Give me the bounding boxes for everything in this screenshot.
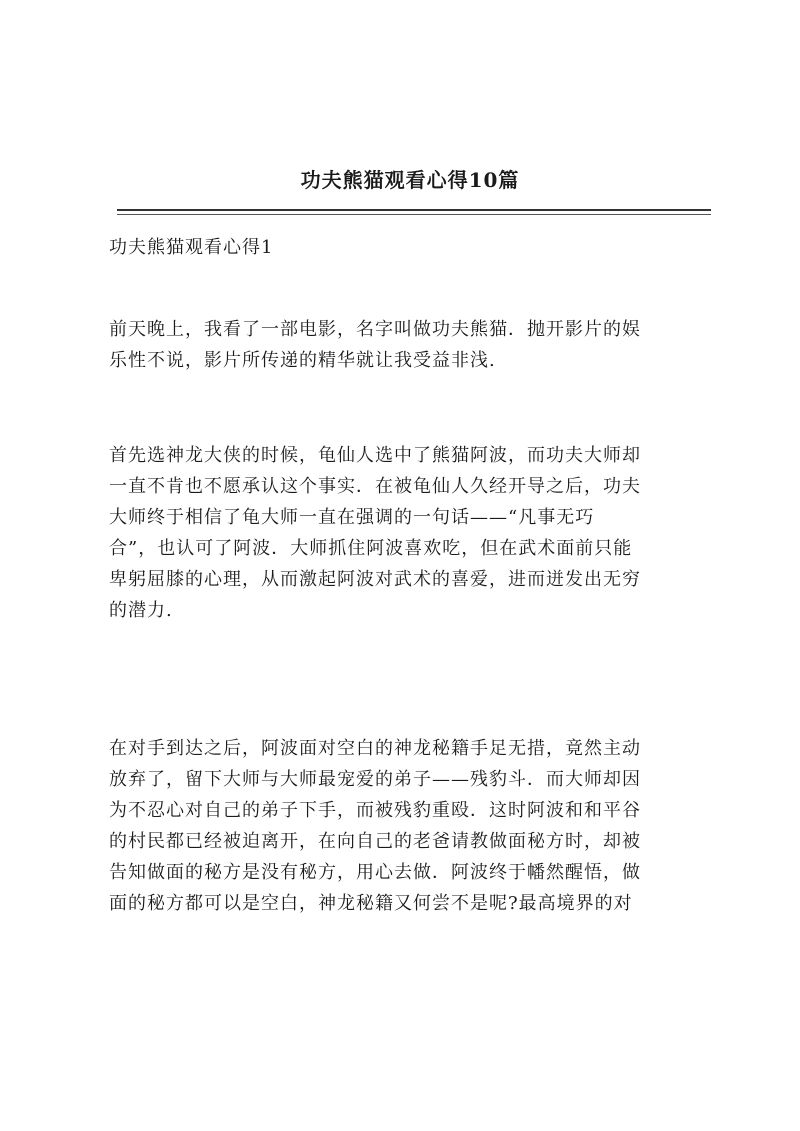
section-heading: 功夫熊猫观看心得1 [109, 237, 274, 258]
paragraph-line: 的潜力. [109, 600, 173, 621]
title-divider-thin [117, 214, 711, 215]
paragraph-line: 卑躬屈膝的心理，从而激起阿波对武术的喜爱，进而迸发出无穷 [109, 569, 641, 590]
paragraph-2 [109, 440, 717, 626]
paragraph-line: 一直不肯也不愿承认这个事实．在被龟仙人久经开导之后，功夫 [109, 476, 641, 497]
paragraph-line: 乐性不说，影片所传递的精华就让我受益非浅. [109, 350, 496, 371]
paragraph-line: 的村民都已经被迫离开，在向自己的老爸请教做面秘方时，却被 [109, 831, 641, 852]
paragraph-line: 放弃了，留下大师与大师最宠爱的弟子——残豹斗．而大师却因 [109, 769, 641, 790]
paragraph-line: 告知做面的秘方是没有秘方，用心去做．阿波终于幡然醒悟，做 [109, 862, 641, 883]
paragraph-1 [109, 314, 717, 376]
paragraph-line: 合”，也认可了阿波．大师抓住阿波喜欢吃，但在武术面前只能 [109, 538, 633, 559]
paragraph-line: 面的秘方都可以是空白，神龙秘籍又何尝不是呢?最高境界的对 [109, 893, 633, 914]
paragraph-line: 大师终于相信了龟大师一直在强调的一句话——“凡事无巧 [109, 507, 595, 528]
paragraph-line: 首先选神龙大侠的时候，龟仙人选中了熊猫阿波，而功夫大师却 [109, 445, 641, 466]
document-title: 功夫熊猫观看心得10篇 [300, 168, 520, 192]
paragraph-line: 前天晚上，我看了一部电影，名字叫做功夫熊猫．抛开影片的娱 [109, 319, 641, 340]
paragraph-3 [109, 733, 717, 919]
paragraph-line: 为不忍心对自己的弟子下手，而被残豹重殴．这时阿波和和平谷 [109, 800, 641, 821]
paragraph-line: 在对手到达之后，阿波面对空白的神龙秘籍手足无措，竟然主动 [109, 738, 641, 759]
title-divider-thick [117, 209, 711, 211]
